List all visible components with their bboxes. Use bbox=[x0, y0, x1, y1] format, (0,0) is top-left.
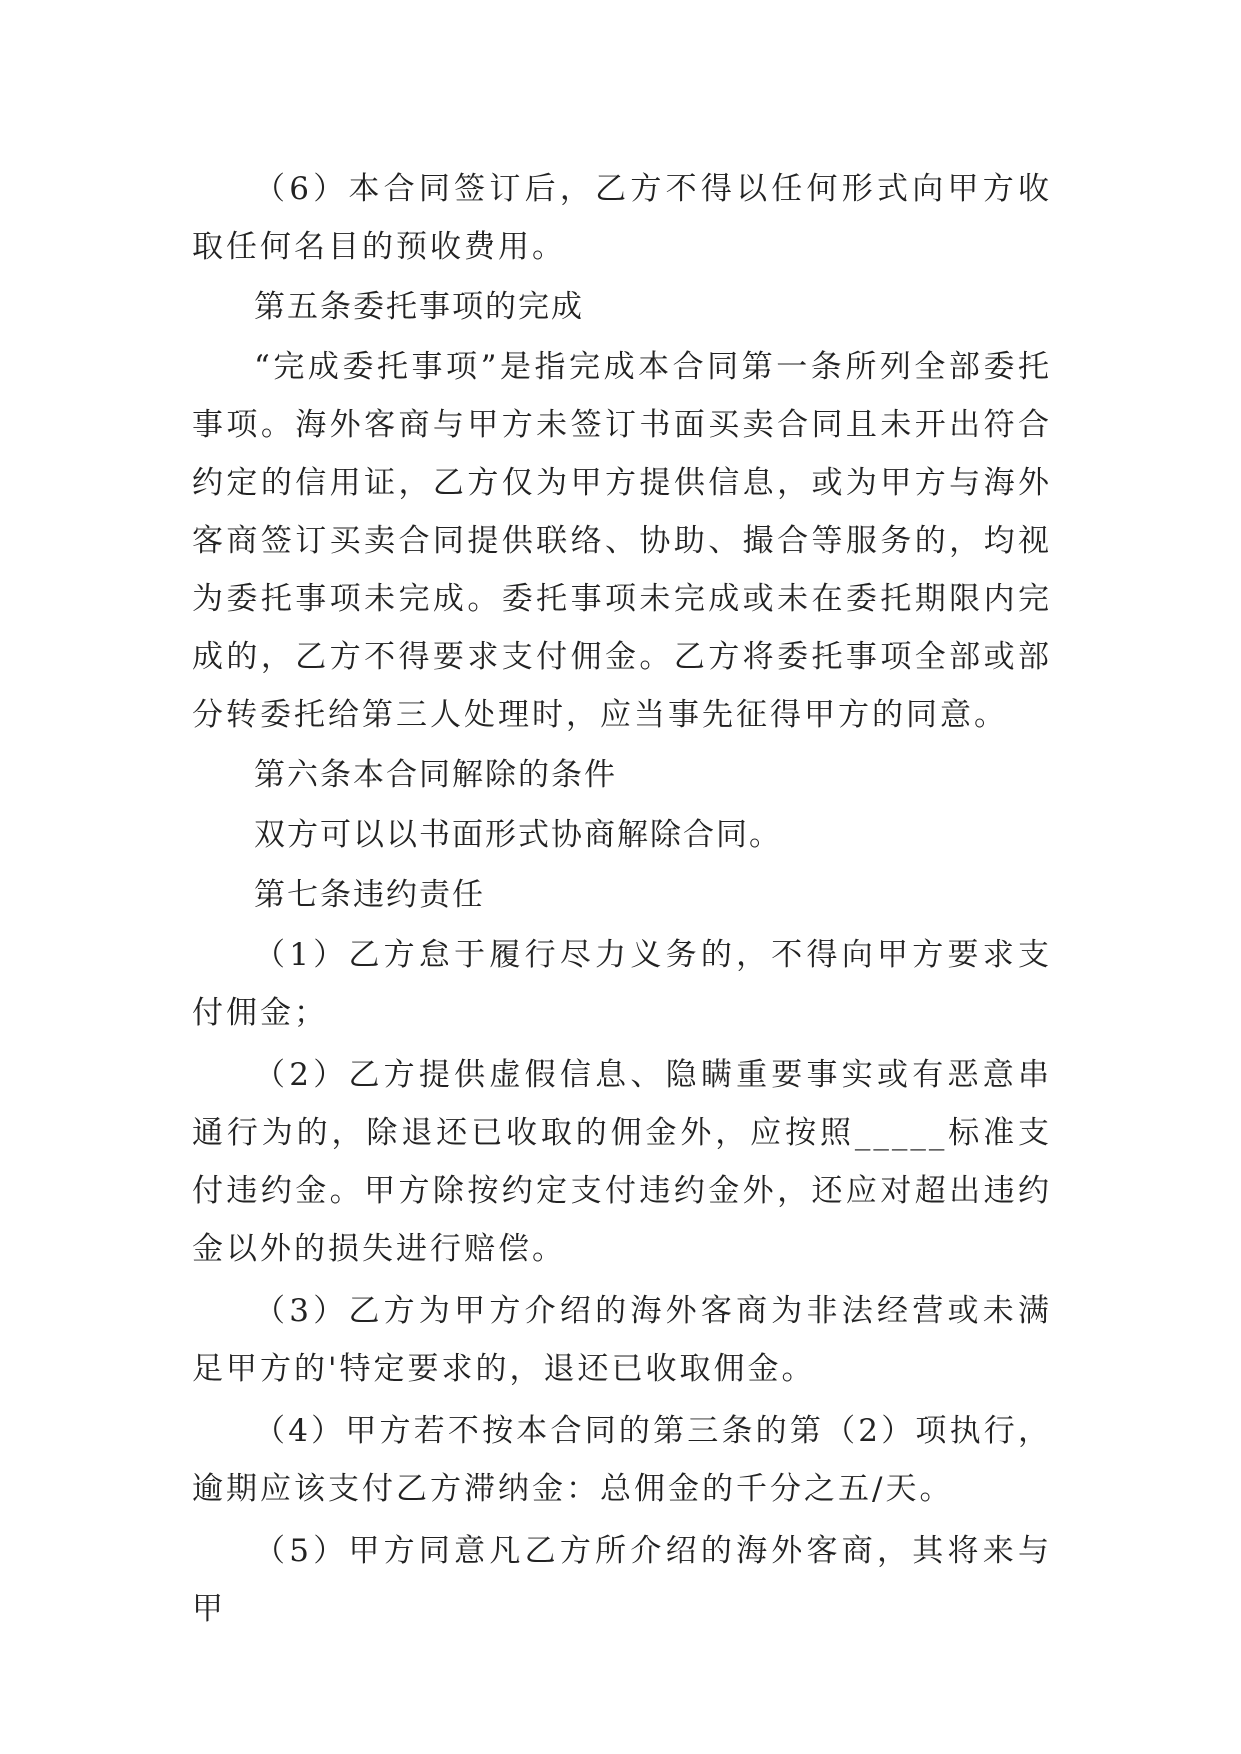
article-7-heading: 第七条违约责任 bbox=[254, 877, 485, 913]
article-5-heading: 第五条委托事项的完成 bbox=[254, 289, 584, 325]
article-7-item-3: （3）乙方为甲方介绍的海外客商为非法经营或未满足甲方的'特定要求的，退还已收取佣金。 bbox=[192, 1293, 1052, 1387]
article-7-item-5: （5）甲方同意凡乙方所介绍的海外客商，其将来与甲 bbox=[192, 1533, 1052, 1627]
article-6-heading: 第六条本合同解除的条件 bbox=[254, 757, 617, 793]
article-7-item-4: （4）甲方若不按本合同的第三条的第（2）项执行，逾期应该支付乙方滞纳金：总佣金的千分之五/天。 bbox=[192, 1413, 1052, 1507]
article-7-item-2: （2）乙方提供虚假信息、隐瞒重要事实或有恶意串通行为的，除退还已收取的佣金外，应按照_____标准支付违约金。甲方除按约定支付违约金外，还应对超出违约金以外的损失进行赔偿。 bbox=[192, 1057, 1052, 1267]
article-7-item-1: （1）乙方怠于履行尽力义务的，不得向甲方要求支付佣金； bbox=[192, 937, 1052, 1031]
clause-4-item-6: （6）本合同签订后，乙方不得以任何形式向甲方收取任何名目的预收费用。 bbox=[192, 171, 1052, 265]
article-6-body: 双方可以以书面形式协商解除合同。 bbox=[254, 817, 782, 853]
document-body bbox=[192, 160, 1052, 1638]
article-5-body: “完成委托事项”是指完成本合同第一条所列全部委托事项。海外客商与甲方未签订书面买卖合同且未开出符合约定的信用证，乙方仅为甲方提供信息，或为甲方与海外客商签订买卖合同提供联络、协助、撮合等服务的，均视为委托事项未完成。委托事项未完成或未在委托期限内完成的，乙方不得要求支付佣金。乙方将委托事项全部或部分转委托给第三人处理时，应当事先征得甲方的同意。 bbox=[192, 349, 1052, 733]
